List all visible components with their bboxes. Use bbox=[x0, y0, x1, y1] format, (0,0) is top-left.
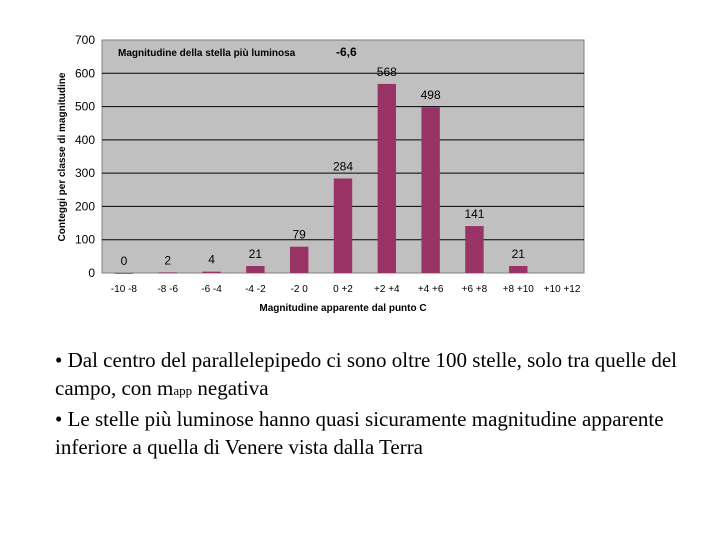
data-label-0: 0 bbox=[120, 254, 128, 268]
bar-1 bbox=[159, 272, 177, 273]
annotation-value: -6,6 bbox=[336, 45, 357, 59]
y-axis-title: Conteggi per classe di magnitudine bbox=[57, 72, 68, 242]
data-label-9: 21 bbox=[511, 247, 525, 262]
data-label-5: 284 bbox=[332, 159, 354, 174]
data-label-4: 79 bbox=[292, 227, 306, 242]
x-tick-6: +2 +4 bbox=[374, 284, 400, 295]
x-tick-4: -2 0 bbox=[290, 284, 308, 295]
y-tick-500: 500 bbox=[74, 99, 95, 114]
y-tick-600: 600 bbox=[74, 66, 95, 81]
x-tick-5: 0 +2 bbox=[333, 284, 353, 295]
bullet-1-subscript: app bbox=[173, 383, 193, 398]
bar-8 bbox=[465, 226, 483, 273]
data-label-1: 2 bbox=[164, 253, 172, 268]
y-tick-700: 700 bbox=[74, 33, 95, 47]
x-tick-2: -6 -4 bbox=[201, 284, 222, 295]
y-tick-200: 200 bbox=[74, 199, 95, 214]
x-tick-9: +8 +10 bbox=[502, 284, 534, 295]
bullet-1 bbox=[55, 346, 695, 405]
bar-3 bbox=[246, 266, 264, 273]
data-label-6: 568 bbox=[376, 64, 397, 79]
text-block bbox=[55, 346, 695, 461]
bar-9 bbox=[509, 266, 527, 273]
bullet-1-text-end: negativa bbox=[192, 376, 269, 400]
bar-0 bbox=[115, 273, 133, 274]
bar-5 bbox=[334, 178, 352, 273]
x-tick-labels bbox=[111, 284, 581, 295]
bar-7 bbox=[421, 107, 439, 273]
y-tick-labels bbox=[75, 33, 95, 280]
annotation-label: Magnitudine della stella più luminosa bbox=[118, 48, 296, 59]
data-label-2: 4 bbox=[208, 252, 215, 267]
x-tick-8: +6 +8 bbox=[461, 284, 488, 295]
x-tick-1: -8 -6 bbox=[157, 284, 179, 295]
bullet-1-text: • Dal centro del parallelepipedo ci sono oltre 100 stelle, solo tra quelle del campo, con m bbox=[55, 348, 677, 400]
data-label-3: 21 bbox=[248, 247, 263, 262]
bar-2 bbox=[202, 272, 220, 273]
data-label-7: 498 bbox=[420, 88, 441, 103]
x-tick-0: -10 -8 bbox=[110, 284, 137, 295]
x-axis-title: Magnitudine apparente dal punto C bbox=[259, 303, 427, 314]
y-tick-100: 100 bbox=[74, 232, 95, 247]
x-tick-10: +10 +12 bbox=[543, 284, 581, 295]
bar-4 bbox=[290, 247, 308, 273]
data-label-8: 141 bbox=[464, 207, 485, 222]
x-tick-7: +4 +6 bbox=[417, 284, 444, 295]
bar-6 bbox=[378, 84, 396, 273]
y-tick-0: 0 bbox=[88, 266, 95, 280]
y-tick-300: 300 bbox=[74, 166, 95, 181]
x-tick-3: -4 -2 bbox=[245, 284, 266, 295]
bullet-2: • Le stelle più luminose hanno quasi sicuramente magnitudine apparente inferiore a quella di Venere vista dalla Terra bbox=[55, 407, 664, 459]
y-tick-400: 400 bbox=[74, 132, 95, 147]
